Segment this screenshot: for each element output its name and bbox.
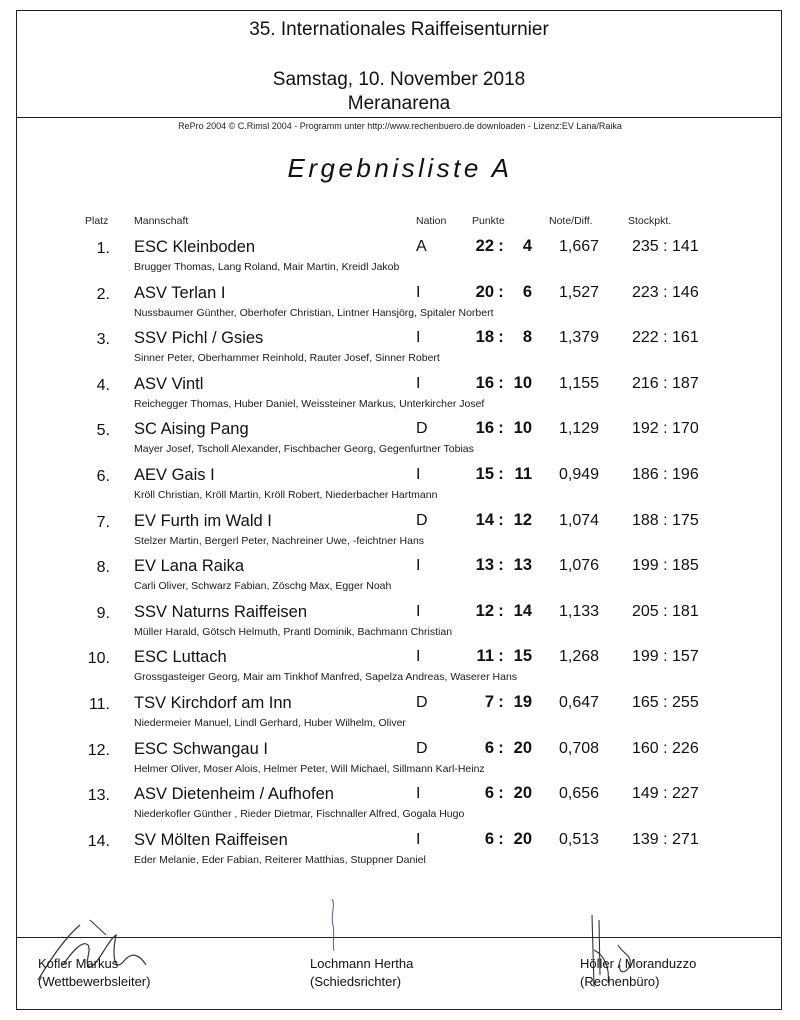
points-cell: 6 : 20: [470, 830, 532, 849]
points-cell: 22 : 4: [470, 237, 532, 256]
table-row: [0, 646, 800, 692]
quotient-cell: 1,129: [559, 420, 600, 438]
nation-cell: I: [416, 283, 421, 301]
nation-cell: I: [416, 466, 421, 483]
points-lost: 19: [513, 693, 532, 711]
quotient-cell: 0,647: [559, 694, 600, 711]
team-cell: SC Aising Pang: [134, 420, 249, 439]
table-row: [0, 783, 800, 829]
rank-cell: 7.: [96, 513, 110, 531]
quotient-cell: 1,074: [559, 511, 600, 529]
stock-points-cell: 186 : 196: [632, 466, 699, 483]
players-line: Grossgasteiger Georg, Mair am Tinkhof Manfred, Sapelza Andreas, Waserer Hans: [134, 671, 518, 684]
rank-cell: 12.: [87, 741, 110, 759]
team-cell: TSV Kirchdorf am Inn: [134, 694, 292, 712]
points-won: 16: [475, 373, 494, 392]
table-row: [0, 692, 800, 738]
points-lost: 11: [514, 465, 532, 483]
points-won: 11: [476, 647, 494, 666]
nation-cell: I: [416, 648, 421, 666]
nation-cell: I: [416, 785, 421, 803]
stock-points-cell: 160 : 226: [632, 739, 699, 757]
table-row: [0, 464, 800, 510]
stock-points-cell: 205 : 181: [632, 602, 699, 620]
points-lost: 4: [522, 237, 532, 255]
nation-cell: I: [416, 602, 421, 620]
stock-points-cell: 149 : 227: [632, 785, 699, 803]
table-row: [0, 327, 800, 373]
nation-cell: I: [416, 374, 421, 392]
quotient-cell: 0,708: [559, 739, 600, 757]
signature-scribble-2: [318, 895, 358, 955]
tournament-date: Samstag, 10. November 2018: [272, 69, 526, 90]
nation-cell: D: [416, 511, 428, 529]
points-won: 12: [475, 601, 494, 620]
players-line: Eder Melanie, Eder Fabian, Reiterer Matthias, Stuppner Daniel: [134, 853, 426, 866]
stock-points-cell: 223 : 146: [632, 283, 699, 301]
points-won: 18: [475, 328, 494, 347]
players-line: Kröll Christian, Kröll Martin, Kröll Robert, Niederbacher Hartmann: [134, 489, 438, 501]
stock-points-cell: 192 : 170: [632, 420, 699, 438]
rank-cell: 2.: [96, 285, 110, 303]
players-line: Stelzer Martin, Bergerl Peter, Nachreiner Uwe, -feichtner Hans: [134, 534, 425, 547]
tournament-title: 35. Internationales Raiffeisenturnier: [249, 19, 549, 40]
team-cell: ASV Dietenheim / Aufhofen: [134, 785, 334, 804]
nation-cell: I: [416, 830, 421, 848]
signature-name: Lochmann Hertha: [310, 956, 414, 971]
table-row: [0, 373, 800, 419]
results-list-title: Ergebnisliste A: [287, 153, 513, 183]
points-lost: 10: [513, 419, 532, 438]
players-line: Müller Harald, Götsch Helmuth, Prantl Dominik, Bachmann Christian: [134, 625, 453, 638]
nation-cell: D: [416, 420, 428, 438]
table-row: [0, 236, 800, 282]
players-line: Nussbaumer Günther, Oberhofer Christian, Lintner Hansjörg, Spitaler Norbert: [134, 306, 494, 319]
stock-points-cell: 165 : 255: [632, 694, 699, 711]
points-lost: 20: [513, 784, 532, 803]
table-row: [0, 282, 800, 328]
signature-role: (Wettbewerbsleiter): [38, 974, 151, 989]
quotient-cell: 1,268: [559, 648, 600, 666]
team-cell: ASV Terlan I: [134, 283, 226, 302]
table-row: [0, 829, 800, 875]
team-cell: ESC Luttach: [134, 648, 227, 667]
points-won: 22: [475, 237, 494, 255]
rank-cell: 11.: [88, 696, 110, 713]
points-cell: 20 : 6: [470, 283, 532, 302]
points-lost: 13: [513, 556, 532, 575]
signature-role: (Schiedsrichter): [310, 974, 402, 989]
document-header: [16, 10, 782, 118]
column-header-nation: Nation: [416, 215, 447, 227]
points-cell: 6 : 20: [470, 784, 532, 803]
stock-points-cell: 235 : 141: [632, 238, 699, 255]
column-header-stock: Stockpkt.: [628, 215, 672, 227]
team-cell: ESC Kleinboden: [134, 238, 256, 256]
points-cell: 16 : 10: [470, 374, 532, 393]
players-line: Niedermeier Manuel, Lindl Gerhard, Huber Wilhelm, Oliver: [134, 717, 406, 729]
stock-points-cell: 188 : 175: [632, 511, 699, 529]
quotient-cell: 1,076: [559, 557, 600, 575]
points-cell: 12 : 14: [470, 602, 532, 621]
players-line: Sinner Peter, Oberhammer Reinhold, Rauter Josef, Sinner Robert: [134, 352, 440, 365]
rank-cell: 8.: [96, 559, 110, 577]
stock-points-cell: 199 : 157: [632, 648, 699, 666]
signature-block-scoring-office: [580, 955, 696, 991]
points-cell: 11 : 15: [470, 647, 532, 666]
stock-points-cell: 139 : 271: [632, 830, 699, 848]
points-cell: 6 : 20: [470, 739, 532, 758]
software-credit: RePro 2004 © C.Rimsl 2004 - Programm unter http://www.rechenbuero.de downloaden - Lizenz:EV Lana/Raika: [178, 121, 622, 131]
points-lost: 14: [513, 601, 532, 620]
quotient-cell: 1,527: [559, 283, 600, 301]
players-line: Brugger Thomas, Lang Roland, Mair Martin, Kreidl Jakob: [134, 261, 400, 273]
team-cell: ESC Schwangau I: [134, 739, 268, 758]
column-header-quotient: Note/Diff.: [549, 215, 593, 227]
signature-block-referee: [310, 955, 413, 991]
points-cell: 14 : 12: [470, 511, 532, 530]
team-cell: ASV Vintl: [134, 374, 204, 393]
table-row: [0, 510, 800, 556]
rank-cell: 10.: [87, 650, 110, 668]
players-line: Niederkofler Günther , Rieder Dietmar, Fischnaller Alfred, Gogala Hugo: [134, 808, 465, 821]
rank-cell: 6.: [96, 468, 110, 485]
table-row: [0, 601, 800, 647]
team-cell: EV Lana Raika: [134, 557, 245, 576]
nation-cell: A: [416, 238, 427, 255]
team-cell: SSV Pichl / Gsies: [134, 329, 264, 348]
points-won: 13: [475, 556, 494, 575]
points-won: 6: [484, 784, 494, 803]
quotient-cell: 1,133: [559, 602, 600, 620]
points-won: 6: [484, 829, 494, 848]
points-lost: 12: [513, 510, 532, 529]
table-row: [0, 738, 800, 784]
points-lost: 20: [513, 829, 532, 848]
points-won: 14: [475, 510, 494, 529]
stock-points-cell: 222 : 161: [632, 329, 699, 347]
points-cell: 15 : 11: [470, 465, 532, 484]
rank-cell: 9.: [96, 604, 110, 622]
points-lost: 20: [513, 738, 532, 757]
nation-cell: D: [416, 694, 428, 711]
points-lost: 8: [522, 328, 532, 347]
points-cell: 7 : 19: [470, 693, 532, 712]
points-won: 16: [475, 419, 494, 438]
rank-cell: 1.: [96, 240, 110, 257]
points-won: 15: [475, 465, 494, 483]
players-line: Helmer Oliver, Moser Alois, Helmer Peter, Will Michael, Sillmann Karl-Heinz: [134, 762, 485, 775]
points-won: 6: [484, 738, 494, 757]
quotient-cell: 1,379: [559, 329, 600, 347]
points-lost: 10: [513, 373, 532, 392]
quotient-cell: 0,656: [559, 785, 600, 803]
rank-cell: 5.: [96, 422, 110, 440]
quotient-cell: 0,949: [559, 466, 600, 483]
points-lost: 15: [513, 647, 532, 666]
signature-role: (Rechenbüro): [580, 974, 660, 989]
rank-cell: 14.: [87, 832, 110, 850]
table-row: [0, 555, 800, 601]
team-cell: SSV Naturns Raiffeisen: [134, 602, 308, 621]
rank-cell: 13.: [87, 787, 110, 805]
points-cell: 13 : 13: [470, 556, 532, 575]
column-header-points: Punkte: [472, 215, 505, 227]
players-line: Carli Oliver, Schwarz Fabian, Zöschg Max, Egger Noah: [134, 580, 392, 593]
nation-cell: I: [416, 557, 421, 575]
points-won: 7: [484, 693, 494, 711]
column-header-rank: Platz: [85, 215, 109, 227]
team-cell: AEV Gais I: [134, 466, 215, 484]
tournament-venue: Meranarena: [347, 93, 451, 114]
team-cell: SV Mölten Raiffeisen: [134, 830, 288, 849]
points-cell: 16 : 10: [470, 419, 532, 438]
stock-points-cell: 199 : 185: [632, 557, 699, 575]
quotient-cell: 1,667: [559, 238, 600, 255]
nation-cell: D: [416, 739, 428, 757]
nation-cell: I: [416, 329, 421, 347]
stock-points-cell: 216 : 187: [632, 374, 699, 392]
points-lost: 6: [522, 282, 532, 301]
signature-name: Kofler Markus: [38, 956, 119, 971]
rank-cell: 4.: [96, 376, 110, 394]
team-cell: EV Furth im Wald I: [134, 511, 272, 530]
signature-block-competition-lead: [38, 955, 150, 991]
quotient-cell: 1,155: [559, 374, 600, 392]
rank-cell: 3.: [96, 331, 110, 349]
points-cell: 18 : 8: [470, 328, 532, 347]
quotient-cell: 0,513: [559, 830, 600, 848]
table-row: [0, 418, 800, 464]
players-line: Reichegger Thomas, Huber Daniel, Weissteiner Markus, Unterkircher Josef: [134, 397, 485, 410]
players-line: Mayer Josef, Tscholl Alexander, Fischbacher Georg, Gegenfurtner Tobias: [134, 443, 474, 456]
column-header-team: Mannschaft: [134, 215, 189, 227]
points-won: 20: [475, 282, 494, 301]
signature-name: Höller / Moranduzzo: [580, 956, 697, 971]
